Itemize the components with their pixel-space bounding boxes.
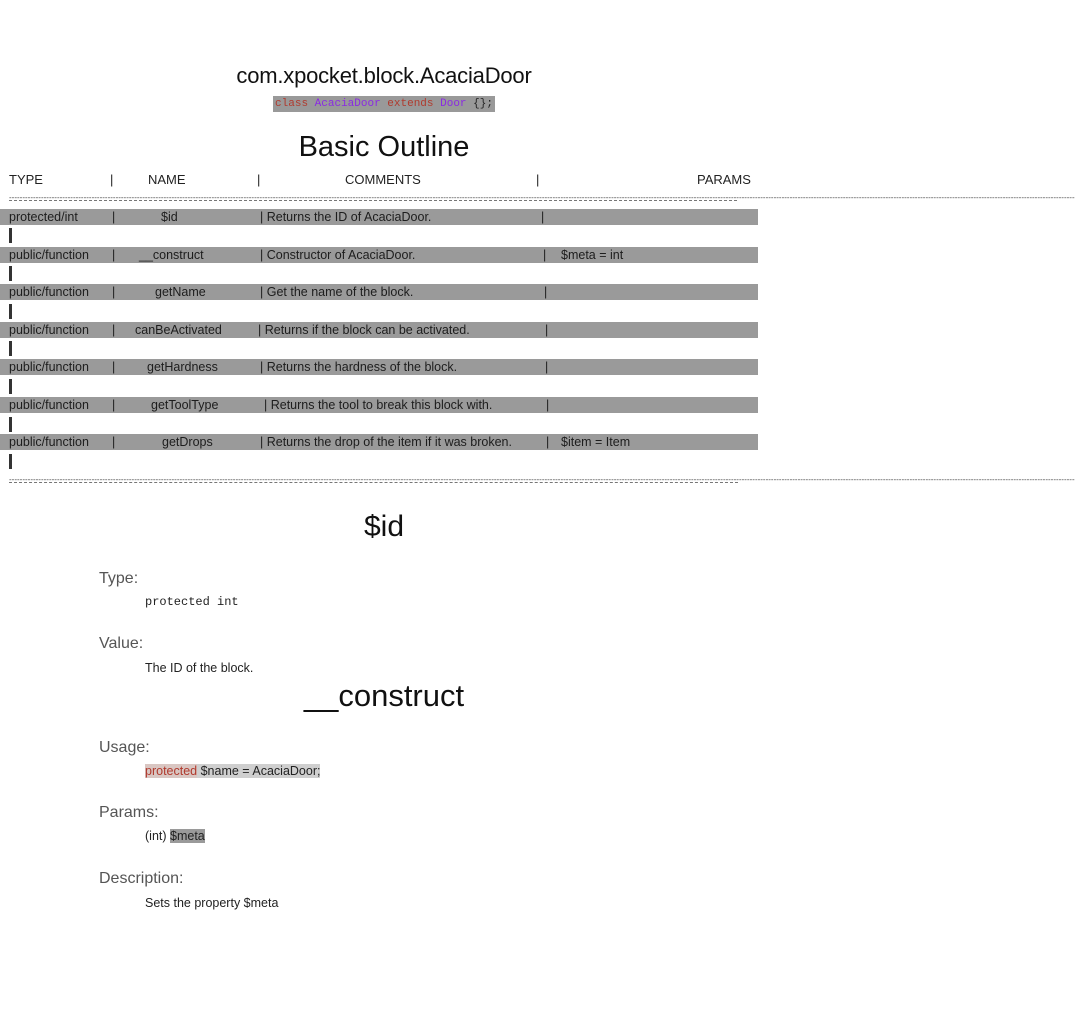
- params-variable: $meta: [170, 829, 205, 843]
- row-comment: | Returns the ID of AcaciaDoor.: [260, 210, 432, 224]
- row-separator: |: [112, 435, 116, 449]
- row-type: public/function: [9, 285, 89, 299]
- row-name: getHardness: [147, 360, 218, 374]
- params-label: Params:: [99, 804, 159, 821]
- description-label: Description:: [99, 870, 184, 887]
- parent-class-name: Door: [440, 98, 467, 110]
- row-separator: |: [543, 248, 547, 262]
- header-divider: ----------------------------------------------------------------------------------------------------------------------------------------------------------------------------------------------------------------------------------------------------------------------------------------------------------------------------------------------------------------------------------------------------------------: [9, 193, 1075, 202]
- column-params: PARAMS: [697, 172, 751, 187]
- row-end-bar: [9, 417, 12, 432]
- row-params: $item = Item: [561, 435, 631, 449]
- row-name: getName: [155, 285, 206, 299]
- row-end-bar: [9, 304, 12, 319]
- usage-label: Usage:: [99, 739, 150, 756]
- type-label: Type:: [99, 570, 139, 587]
- column-separator: |: [110, 172, 114, 187]
- row-comment: | Returns the hardness of the block.: [260, 360, 458, 374]
- class-name: AcaciaDoor: [314, 98, 381, 110]
- declaration-tail: {};: [473, 98, 493, 110]
- row-separator: |: [545, 323, 549, 337]
- row-comment: | Returns the drop of the item if it was broken.: [260, 435, 512, 449]
- row-separator: |: [541, 210, 545, 224]
- row-comment: | Returns the tool to break this block with.: [264, 398, 493, 412]
- row-separator: |: [544, 285, 548, 299]
- row-separator: |: [112, 210, 116, 224]
- value-text: The ID of the block.: [145, 661, 254, 675]
- row-end-bar: [9, 379, 12, 394]
- row-name: getDrops: [162, 435, 213, 449]
- row-separator: |: [112, 323, 116, 337]
- class-path-title: com.xpocket.block.AcaciaDoor: [236, 63, 532, 88]
- row-end-bar: [9, 266, 12, 281]
- row-comment: | Returns if the block can be activated.: [258, 323, 470, 337]
- params-line: [145, 829, 205, 843]
- construct-section-title: __construct: [303, 678, 465, 713]
- keyword-extends: extends: [387, 98, 434, 110]
- row-type: public/function: [9, 323, 89, 337]
- type-value: protected int: [145, 595, 239, 609]
- row-separator: |: [112, 248, 116, 262]
- row-end-bar: [9, 454, 12, 469]
- table-row: [0, 284, 758, 300]
- outline-table-header: [0, 172, 768, 190]
- row-separator: |: [112, 398, 116, 412]
- table-row: [0, 322, 758, 338]
- outline-heading: Basic Outline: [298, 131, 470, 163]
- class-declaration-wrap: [0, 93, 768, 112]
- id-section-title: $id: [363, 510, 405, 543]
- row-separator: |: [545, 360, 549, 374]
- row-name: getToolType: [151, 398, 219, 412]
- table-row: [0, 247, 758, 263]
- row-name: canBeActivated: [135, 323, 222, 337]
- column-type: TYPE: [9, 172, 43, 187]
- table-bottom-divider: ----------------------------------------------------------------------------------------------------------------------------------------------------------------------------------------------------------------------------------------------------------------------------------------------------------------------------------------------------------------------------------------------------------------: [9, 475, 1075, 484]
- column-name: NAME: [148, 172, 186, 187]
- row-type: public/function: [9, 435, 89, 449]
- row-type: public/function: [9, 360, 89, 374]
- row-type: public/function: [9, 248, 89, 262]
- row-comment: | Get the name of the block.: [260, 285, 414, 299]
- table-row: [0, 397, 758, 413]
- value-label: Value:: [99, 635, 144, 652]
- usage-keyword: protected: [145, 764, 198, 778]
- usage-code: [145, 764, 320, 778]
- row-separator: |: [112, 285, 116, 299]
- row-end-bar: [9, 228, 12, 243]
- row-separator: |: [546, 435, 550, 449]
- params-type: (int): [145, 829, 167, 843]
- row-separator: |: [546, 398, 550, 412]
- row-comment: | Constructor of AcaciaDoor.: [260, 248, 416, 262]
- row-type: public/function: [9, 398, 89, 412]
- row-name: $id: [161, 210, 178, 224]
- table-row: [0, 209, 758, 225]
- row-name: __construct: [139, 248, 204, 262]
- table-row: [0, 359, 758, 375]
- row-separator: |: [112, 360, 116, 374]
- keyword-class: class: [275, 98, 309, 110]
- class-declaration: [273, 96, 495, 112]
- column-comments: COMMENTS: [345, 172, 421, 187]
- description-text: Sets the property $meta: [145, 896, 279, 910]
- row-end-bar: [9, 341, 12, 356]
- row-type: protected/int: [9, 210, 78, 224]
- table-row: [0, 434, 758, 450]
- row-params: $meta = int: [561, 248, 624, 262]
- usage-statement: $name = AcaciaDoor;: [197, 764, 321, 778]
- column-separator: |: [257, 172, 261, 187]
- column-separator: |: [536, 172, 540, 187]
